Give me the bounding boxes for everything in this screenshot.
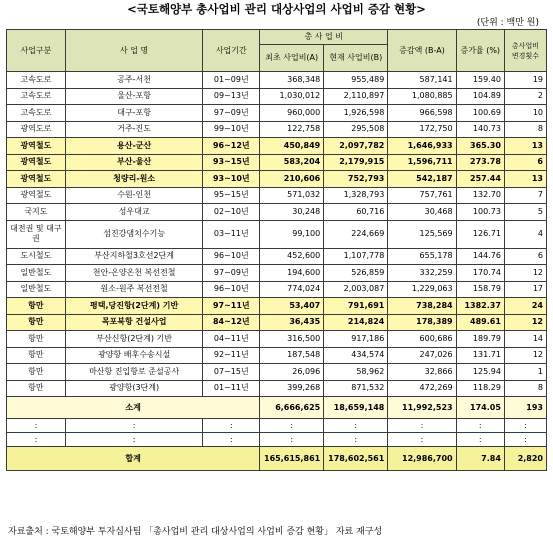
cell-initial: 36,435 [260, 314, 324, 331]
table-row [7, 380, 547, 397]
cell-name: 청량리-원소 [65, 171, 203, 188]
cell-category: 광역철도 [7, 154, 66, 171]
cell-increase: 757,761 [388, 187, 456, 204]
cell-current: 60,716 [324, 204, 388, 221]
cell-period: 96~10년 [203, 281, 260, 298]
cell-current: 1,328,793 [324, 187, 388, 204]
ellipsis-cell: : [7, 419, 66, 433]
cell-initial: 30,248 [260, 204, 324, 221]
ellipsis-cell: : [260, 433, 324, 447]
total-changes: 2,820 [504, 447, 546, 471]
unit-label: (단위 : 백만 원) [476, 18, 539, 28]
cell-changes: 8 [504, 380, 546, 397]
cell-name: 울산-포항 [65, 88, 203, 105]
table-row [7, 138, 547, 155]
table-row [7, 204, 547, 221]
cell-period: 03~11년 [203, 220, 260, 248]
cell-changes: 1 [504, 364, 546, 381]
cell-current: 2,179,915 [324, 154, 388, 171]
cell-current: 1,926,598 [324, 105, 388, 122]
cell-increase: 332,259 [388, 265, 456, 282]
ellipsis-cell: : [65, 419, 203, 433]
cell-category: 광역철도 [7, 171, 66, 188]
cell-current: 526,859 [324, 265, 388, 282]
cell-changes: 10 [504, 105, 546, 122]
cell-rate: 189.79 [456, 331, 504, 348]
table-row [7, 248, 547, 265]
cell-changes: 4 [504, 220, 546, 248]
cell-changes: 2 [504, 88, 546, 105]
cell-initial: 368,348 [260, 72, 324, 89]
cell-rate: 131.71 [456, 347, 504, 364]
cell-name: 천안-온양온천 복선전철 [65, 265, 203, 282]
subtotal-changes: 193 [504, 397, 546, 419]
header-total-cost: 총 사 업 비 [260, 30, 388, 45]
cell-current: 224,669 [324, 220, 388, 248]
table-row [7, 121, 547, 138]
cell-rate: 100.69 [456, 105, 504, 122]
cell-period: 92~11년 [203, 347, 260, 364]
cell-category: 광역도로 [7, 121, 66, 138]
cell-changes: 7 [504, 187, 546, 204]
cell-period: 93~10년 [203, 171, 260, 188]
total-increase: 12,986,700 [388, 447, 456, 471]
cell-current: 214,824 [324, 314, 388, 331]
header-period: 사업기간 [203, 30, 260, 72]
source-note: 자료출처 : 국토해양부 투자심사팀 「총사업비 관리 대상사업의 사업비 증감 현황」 자료 재구성 [8, 527, 383, 537]
cell-category: 항만 [7, 364, 66, 381]
cell-name: 광양항(3단계) [65, 380, 203, 397]
total-row [7, 447, 547, 471]
cell-current: 2,003,087 [324, 281, 388, 298]
ellipsis-cell: : [7, 433, 66, 447]
cell-name: 부산-울산 [65, 154, 203, 171]
cell-increase: 738,284 [388, 298, 456, 315]
cell-name: 대구-포항 [65, 105, 203, 122]
cell-rate: 489.61 [456, 314, 504, 331]
cell-increase: 542,187 [388, 171, 456, 188]
cell-initial: 583,204 [260, 154, 324, 171]
table-row [7, 88, 547, 105]
cell-initial: 1,030,012 [260, 88, 324, 105]
cell-category: 도시철도 [7, 248, 66, 265]
ellipsis-cell: : [65, 433, 203, 447]
cell-name: 수원-인천 [65, 187, 203, 204]
table-row [7, 298, 547, 315]
cell-name: 부산신항(2단계) 기반 [65, 331, 203, 348]
cell-changes: 24 [504, 298, 546, 315]
header-changes: 총사업비 변경횟수 [504, 30, 546, 72]
cell-current: 1,107,778 [324, 248, 388, 265]
cell-current: 2,110,897 [324, 88, 388, 105]
cell-changes: 6 [504, 154, 546, 171]
cell-rate: 104.89 [456, 88, 504, 105]
header-rate: 증가율 (%) [456, 30, 504, 72]
subtotal-rate: 174.05 [456, 397, 504, 419]
cell-rate: 159.40 [456, 72, 504, 89]
cell-rate: 365.30 [456, 138, 504, 155]
subtotal-label: 소계 [7, 397, 260, 419]
ellipsis-cell: : [388, 433, 456, 447]
cell-name: 평택,당진항(2단계) 기반 [65, 298, 203, 315]
cell-name: 성우대교 [65, 204, 203, 221]
total-current: 178,602,561 [324, 447, 388, 471]
cell-category: 국지도 [7, 204, 66, 221]
header-initial: 최초 사업비(A) [260, 45, 324, 72]
cell-category: 고속도로 [7, 88, 66, 105]
table-row [7, 220, 547, 248]
cell-current: 955,489 [324, 72, 388, 89]
cell-initial: 774,024 [260, 281, 324, 298]
subtotal-current: 18,659,148 [324, 397, 388, 419]
cell-initial: 187,548 [260, 347, 324, 364]
cell-current: 917,186 [324, 331, 388, 348]
cell-category: 항만 [7, 380, 66, 397]
cell-current: 434,574 [324, 347, 388, 364]
ellipsis-cell: : [388, 419, 456, 433]
cell-increase: 472,269 [388, 380, 456, 397]
cell-changes: 6 [504, 248, 546, 265]
cell-period: 09~13년 [203, 88, 260, 105]
cell-category: 항만 [7, 331, 66, 348]
table-row [7, 187, 547, 204]
cell-increase: 1,596,711 [388, 154, 456, 171]
table-row [7, 281, 547, 298]
ellipsis-cell: : [324, 419, 388, 433]
cell-initial: 210,606 [260, 171, 324, 188]
cell-category: 항만 [7, 298, 66, 315]
cell-name: 섬진강댐치수기능 [65, 220, 203, 248]
cell-name: 거주-진도 [65, 121, 203, 138]
table-row [7, 171, 547, 188]
cell-category: 일반철도 [7, 281, 66, 298]
cell-rate: 273.78 [456, 154, 504, 171]
cell-rate: 118.29 [456, 380, 504, 397]
ellipsis-cell: : [324, 433, 388, 447]
cell-initial: 960,000 [260, 105, 324, 122]
cell-increase: 587,141 [388, 72, 456, 89]
cell-category: 항만 [7, 347, 66, 364]
ellipsis-cell: : [504, 419, 546, 433]
table-row [7, 347, 547, 364]
header-name: 사 업 명 [65, 30, 203, 72]
cell-initial: 53,407 [260, 298, 324, 315]
cell-increase: 600,686 [388, 331, 456, 348]
cell-rate: 1382.37 [456, 298, 504, 315]
cell-changes: 17 [504, 281, 546, 298]
cell-name: 마산항 진입항로 준설공사 [65, 364, 203, 381]
cell-rate: 126.71 [456, 220, 504, 248]
subtotal-increase: 11,992,523 [388, 397, 456, 419]
cell-period: 04~11년 [203, 331, 260, 348]
cell-increase: 966,598 [388, 105, 456, 122]
cell-increase: 178,389 [388, 314, 456, 331]
total-initial: 165,615,861 [260, 447, 324, 471]
cell-changes: 12 [504, 314, 546, 331]
cell-rate: 158.79 [456, 281, 504, 298]
ellipsis-cell: : [260, 419, 324, 433]
cell-increase: 1,229,063 [388, 281, 456, 298]
cell-increase: 32,866 [388, 364, 456, 381]
cell-category: 대전권 및 대구권 [7, 220, 66, 248]
cell-name: 목포북항 건설사업 [65, 314, 203, 331]
cell-rate: 144.76 [456, 248, 504, 265]
cell-increase: 1,646,933 [388, 138, 456, 155]
ellipsis-cell: : [203, 433, 260, 447]
cell-rate: 140.73 [456, 121, 504, 138]
cell-current: 58,962 [324, 364, 388, 381]
total-label: 합계 [7, 447, 260, 471]
cell-current: 752,793 [324, 171, 388, 188]
cell-increase: 247,026 [388, 347, 456, 364]
cell-rate: 132.70 [456, 187, 504, 204]
page-title: <국토해양부 총사업비 관리 대상사업의 사업비 증감 현황> [127, 2, 426, 16]
cell-period: 02~10년 [203, 204, 260, 221]
cell-changes: 13 [504, 171, 546, 188]
cell-period: 95~15년 [203, 187, 260, 204]
cell-category: 고속도로 [7, 72, 66, 89]
ellipsis-cell: : [456, 419, 504, 433]
ellipsis-cell: : [456, 433, 504, 447]
cell-period: 07~15년 [203, 364, 260, 381]
table-row [7, 154, 547, 171]
header-increase: 증감액 (B-A) [388, 30, 456, 72]
ellipsis-cell: : [504, 433, 546, 447]
cell-period: 84~12년 [203, 314, 260, 331]
table-row [7, 72, 547, 89]
cost-table [6, 29, 547, 471]
cell-name: 부산지하철3호선2단계 [65, 248, 203, 265]
cell-increase: 30,468 [388, 204, 456, 221]
header-category: 사업구분 [7, 30, 66, 72]
cell-current: 2,097,782 [324, 138, 388, 155]
cell-name: 공주-서천 [65, 72, 203, 89]
cell-increase: 655,178 [388, 248, 456, 265]
cell-initial: 26,096 [260, 364, 324, 381]
cell-changes: 5 [504, 204, 546, 221]
cell-current: 871,532 [324, 380, 388, 397]
table-row [7, 265, 547, 282]
cell-name: 원소-원주 복선전철 [65, 281, 203, 298]
cell-name: 광양항 배후수송시설 [65, 347, 203, 364]
cell-increase: 1,080,885 [388, 88, 456, 105]
cell-rate: 170.74 [456, 265, 504, 282]
cell-rate: 257.44 [456, 171, 504, 188]
cell-initial: 399,268 [260, 380, 324, 397]
cell-changes: 13 [504, 138, 546, 155]
cell-category: 일반철도 [7, 265, 66, 282]
cell-initial: 122,758 [260, 121, 324, 138]
cell-initial: 194,600 [260, 265, 324, 282]
cell-initial: 450,849 [260, 138, 324, 155]
total-rate: 7.84 [456, 447, 504, 471]
cell-period: 96~10년 [203, 248, 260, 265]
cell-category: 항만 [7, 314, 66, 331]
cell-initial: 452,600 [260, 248, 324, 265]
cell-initial: 99,100 [260, 220, 324, 248]
cell-name: 용산-군산 [65, 138, 203, 155]
cell-changes: 14 [504, 331, 546, 348]
table-row [7, 314, 547, 331]
cell-changes: 12 [504, 347, 546, 364]
cell-current: 791,691 [324, 298, 388, 315]
cell-changes: 19 [504, 72, 546, 89]
table-row [7, 331, 547, 348]
header-current: 현재 사업비(B) [324, 45, 388, 72]
ellipsis-cell: : [203, 419, 260, 433]
cell-increase: 125,569 [388, 220, 456, 248]
cell-period: 97~11년 [203, 298, 260, 315]
cell-category: 광역철도 [7, 138, 66, 155]
subtotal-row [7, 397, 547, 419]
subtotal-initial: 6,666,625 [260, 397, 324, 419]
cell-changes: 12 [504, 265, 546, 282]
cell-rate: 100.73 [456, 204, 504, 221]
table-row [7, 105, 547, 122]
cell-current: 295,508 [324, 121, 388, 138]
cell-increase: 172,750 [388, 121, 456, 138]
cell-initial: 316,500 [260, 331, 324, 348]
cell-period: 01~09년 [203, 72, 260, 89]
cell-period: 99~10년 [203, 121, 260, 138]
cell-period: 01~11년 [203, 380, 260, 397]
table-row [7, 364, 547, 381]
cell-changes: 8 [504, 121, 546, 138]
cell-category: 고속도로 [7, 105, 66, 122]
cell-rate: 125.94 [456, 364, 504, 381]
table-body [7, 72, 547, 471]
ellipsis-row [7, 433, 547, 447]
cell-initial: 571,032 [260, 187, 324, 204]
cell-period: 93~15년 [203, 154, 260, 171]
ellipsis-row [7, 419, 547, 433]
cell-period: 97~09년 [203, 105, 260, 122]
cell-period: 96~12년 [203, 138, 260, 155]
cell-period: 97~09년 [203, 265, 260, 282]
cell-category: 광역철도 [7, 187, 66, 204]
